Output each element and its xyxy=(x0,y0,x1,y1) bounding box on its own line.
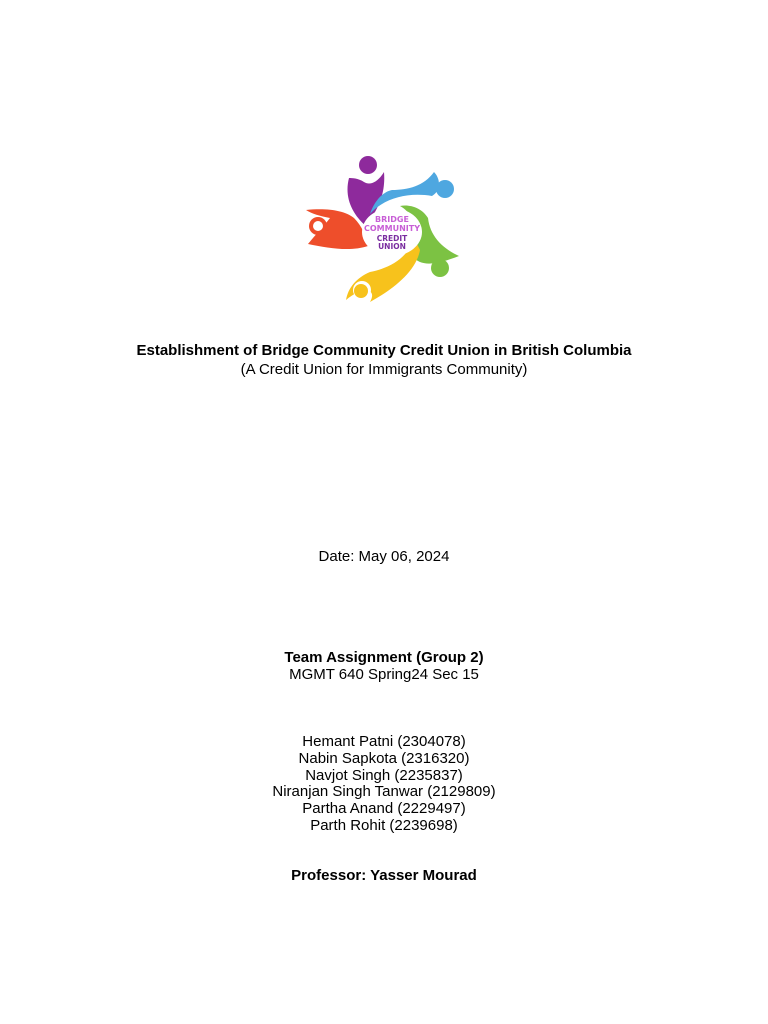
team-member: Hemant Patni (2304078) xyxy=(302,733,466,750)
document-subtitle: (A Credit Union for Immigrants Community) xyxy=(240,361,528,378)
team-member: Partha Anand (2229497) xyxy=(302,800,466,817)
team-member: Nabin Sapkota (2316320) xyxy=(298,750,470,767)
team-member: Navjot Singh (2235837) xyxy=(305,767,463,784)
team-member: Niranjan Singh Tanwar (2129809) xyxy=(272,783,496,800)
logo-graphic xyxy=(304,152,464,306)
logo-text-bridge: BRIDGE xyxy=(375,215,409,224)
assignment-heading: Team Assignment (Group 2) xyxy=(284,649,484,666)
logo-text-community: COMMUNITY xyxy=(363,224,421,233)
credit-union-logo xyxy=(304,152,464,306)
course-code: MGMT 640 Spring24 Sec 15 xyxy=(289,666,479,683)
logo-text-credit: CREDIT xyxy=(376,234,408,243)
document-title: Establishment of Bridge Community Credit Union in British Columbia xyxy=(136,342,632,359)
team-member: Parth Rohit (2239698) xyxy=(310,817,458,834)
logo-text-union: UNION xyxy=(378,242,406,251)
professor-name: Professor: Yasser Mourad xyxy=(291,867,477,884)
document-date: Date: May 06, 2024 xyxy=(318,548,450,565)
